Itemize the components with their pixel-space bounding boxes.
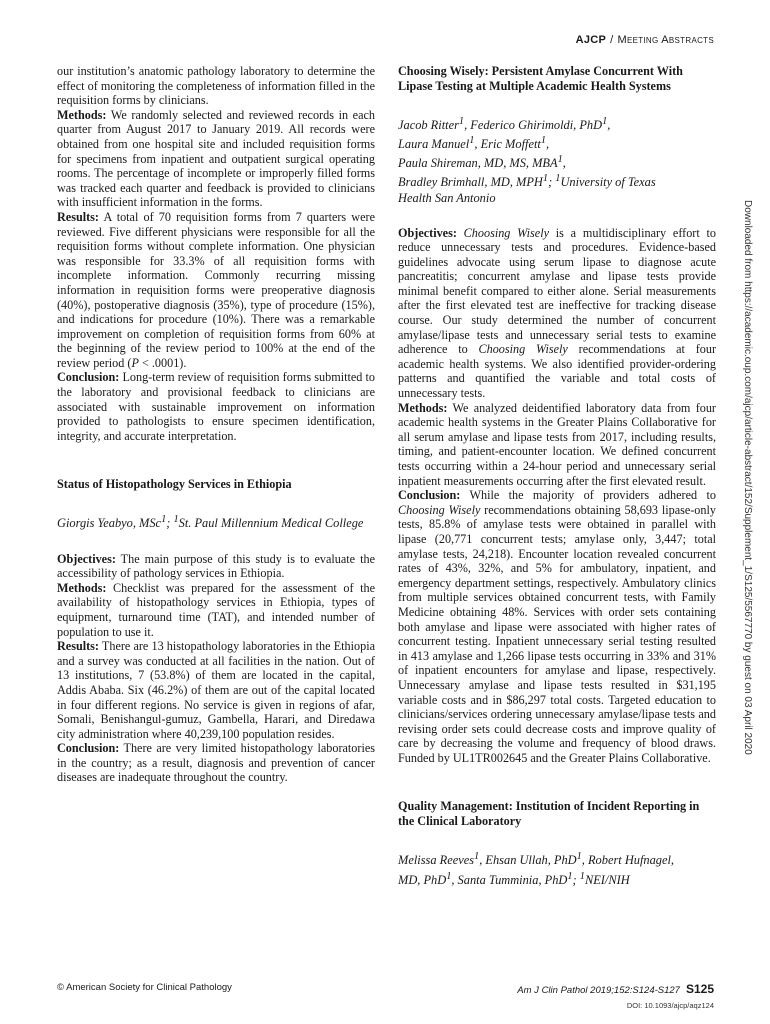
results-label: Results: [57,209,99,224]
citation: Am J Clin Pathol 2019;152:S124-S127 [517,985,680,996]
intro-paragraph: our institution’s anatomic pathology laboratory to determine the effect of monitoring the completeness of information filled in the requisition forms by clinicians. [57,64,375,108]
results-paragraph: Results: There are 13 histopathology laboratories in the Ethiopia and a survey was conducted at all facilities in the nation. Out of 13 institutions, 7 (53.8%) of them are located in the capital, Addis Ababa. Six (46.2%) of them are out of the capital located in four different regions. No service is given in regions of afar, Somali, Benishangul-gumuz, Gambella, Harari, and Diredawa city administration where 40,239,100 population resides. [57,639,375,741]
page-number: S125 [685,982,714,996]
right-column [398,64,716,908]
doi: DOI: 10.1093/ajcp/aqz124 [626,1001,714,1010]
copyright-notice: © American Society for Clinical Pathology [57,982,232,993]
left-column [57,64,375,785]
conclusion-paragraph: Conclusion: While the majority of providers adhered to Choosing Wisely recommendations obtaining 58,693 lipase-only tests, 85.8% of amylase tests were obtained in parallel with lipase (20,771 concurrent tests; amylase only, 3,447; total amylase tests, 24,218). Encounter location revealed concurrent rates of 43%, 32%, and 5% for ambulatory, inpatient, and emergency department settings, respectively. Ambulatory clinics from multiple services obtained concurrent tests, with Family Medicine obtaining 48%. Services with order sets containing both amylase and lipase were associated with higher rates of concurrent testing. Inpatient unnecessary serial testing resulted in 413 amylase and 1,266 lipase tests occurring in 33% and 31% of inpatient encounters for amylase and lipase, respectively. Unnecessary amylase and lipase tests resulted in $31,195 variable costs and in $86,297 total costs. Targeted education to clinicians/services ordering unnecessary amylase/lipase tests and revising order sets could decrease costs and improve quality of care by decreasing the volume and frequency of blood draws. Funded by UL1TR002645 and the Greater Plains Collaborative. [398,488,716,765]
abstract-title-ethiopia: Status of Histopathology Services in Ethiopia [57,477,292,492]
running-header [576,34,714,46]
methods-paragraph: Methods: Checklist was prepared for the assessment of the availability of histopathology services in Ethiopia, types of equipment, turnaround time (TAT), and intended number of population to use it. [57,580,375,639]
methods-paragraph: Methods: We analyzed deidentified laboratory data from four academic health systems in the Greater Plains Collaborative for all serum amylase and lipase tests from 2017, including results, timing, and patient-encounter location. We defined concurrent tests occurring within a 24-hour period and unnecessary serial inpatient measurements occurring after the first elevated result. [398,400,716,488]
conclusion-label: Conclusion: [57,370,120,385]
page-footer [517,980,714,1010]
abstract-title-quality-management: Quality Management: Institution of Incident Reporting in the Clinical Laboratory [398,799,700,829]
objectives-paragraph: Objectives: The main purpose of this study is to evaluate the accessibility of pathology services in Ethiopia. [57,551,375,581]
section-name: Meeting Abstracts [617,34,714,46]
author-line-quality-management: Melissa Reeves$^1$, Ehsan Ullah, PhD$^1$, Robert Hufnagel, MD, PhD$^1$, Santa Tumminia, PhD$^1$; $^1$NEI/NIH [398,851,675,887]
author-line-choosing-wisely: Jacob Ritter$^1$, Federico Ghirimoldi, PhD$^1$, Laura Manuel$^1$, Eric Moffett$^1$, Paula Shireman, MD, MS, MBA$^1$, Bradley Brimhall, MD, MPH$^1$; $^1$University of Texas Health San Antonio [398,116,656,205]
objectives-paragraph: Objectives: Choosing Wisely is a multidisciplinary effort to reduce unnecessary tests and procedures. Evidence-based guidelines advocate using serum lipase to diagnose acute pancreatitis; concurrent amylase and lipase tests provide minimal benefit compared to either alone. Serial measurements after the first elevated test are ineffective for tracking disease course. Our study determined the number of concurrent amylase/lipase tests and unnecessary serial tests to examine adherence to Choosing Wisely recommendations at four academic health systems. We also identified provider-ordering patterns and quantified the variable and total costs of unnecessary tests. [398,225,717,401]
download-watermark: Downloaded from https://academic.oup.com/ajcp/article-abstract/152/Supplement_1/S125/5567770 by guest on 03 April 2020 [742,200,753,755]
author-line-ethiopia: Giorgis Yeabyo, MSc$^1$; $^1$St. Paul Millennium Medical College [57,514,364,531]
results-paragraph: Results: A total of 70 requisition forms from 7 quarters were reviewed. Five different physicians were responsible for all the requisition forms without complete information. One physician was responsible for 33.3% of all requisition forms with incomplete information. Commonly recurring missing information in requisition forms were preoperative diagnosis (40%), postoperative diagnosis (35%), type of procedure (15%), and indications for procedure (10%). There was a remarkable improvement on completion of requisition forms from 60% at the beginning of the review period to 100% at the end of the review period (P < .0001). [57,209,375,370]
journal-abbrev: AJCP [575,34,607,46]
header-separator: / [610,34,614,46]
conclusion-paragraph: Conclusion: There are very limited histopathology laboratories in the country; as a result, diagnosis and prevention of cancer diseases are inadequate throughout the country. [57,741,375,785]
methods-label: Methods: [57,107,107,122]
abstract-title-choosing-wisely: Choosing Wisely: Persistent Amylase Concurrent With Lipase Testing at Multiple Academic Health Systems [398,64,683,93]
conclusion-paragraph: Conclusion: Long-term review of requisition forms submitted to the laboratory and provisional feedback to clinicians are associated with sustainable improvement on information provided to pathologists to ensure specimen identification, integrity, and accurate interpretation. [57,370,375,443]
methods-paragraph: Methods: We randomly selected and reviewed records in each quarter from August 2017 to January 2019. All records were obtained from one hospital site and included requisition forms for specimens from inpatient and outpatient surgical operating rooms. The percentage of incomplete or improperly filled forms was tracked each quarter and feedback is provided to clinicians with insufficient information in the forms. [57,107,375,210]
